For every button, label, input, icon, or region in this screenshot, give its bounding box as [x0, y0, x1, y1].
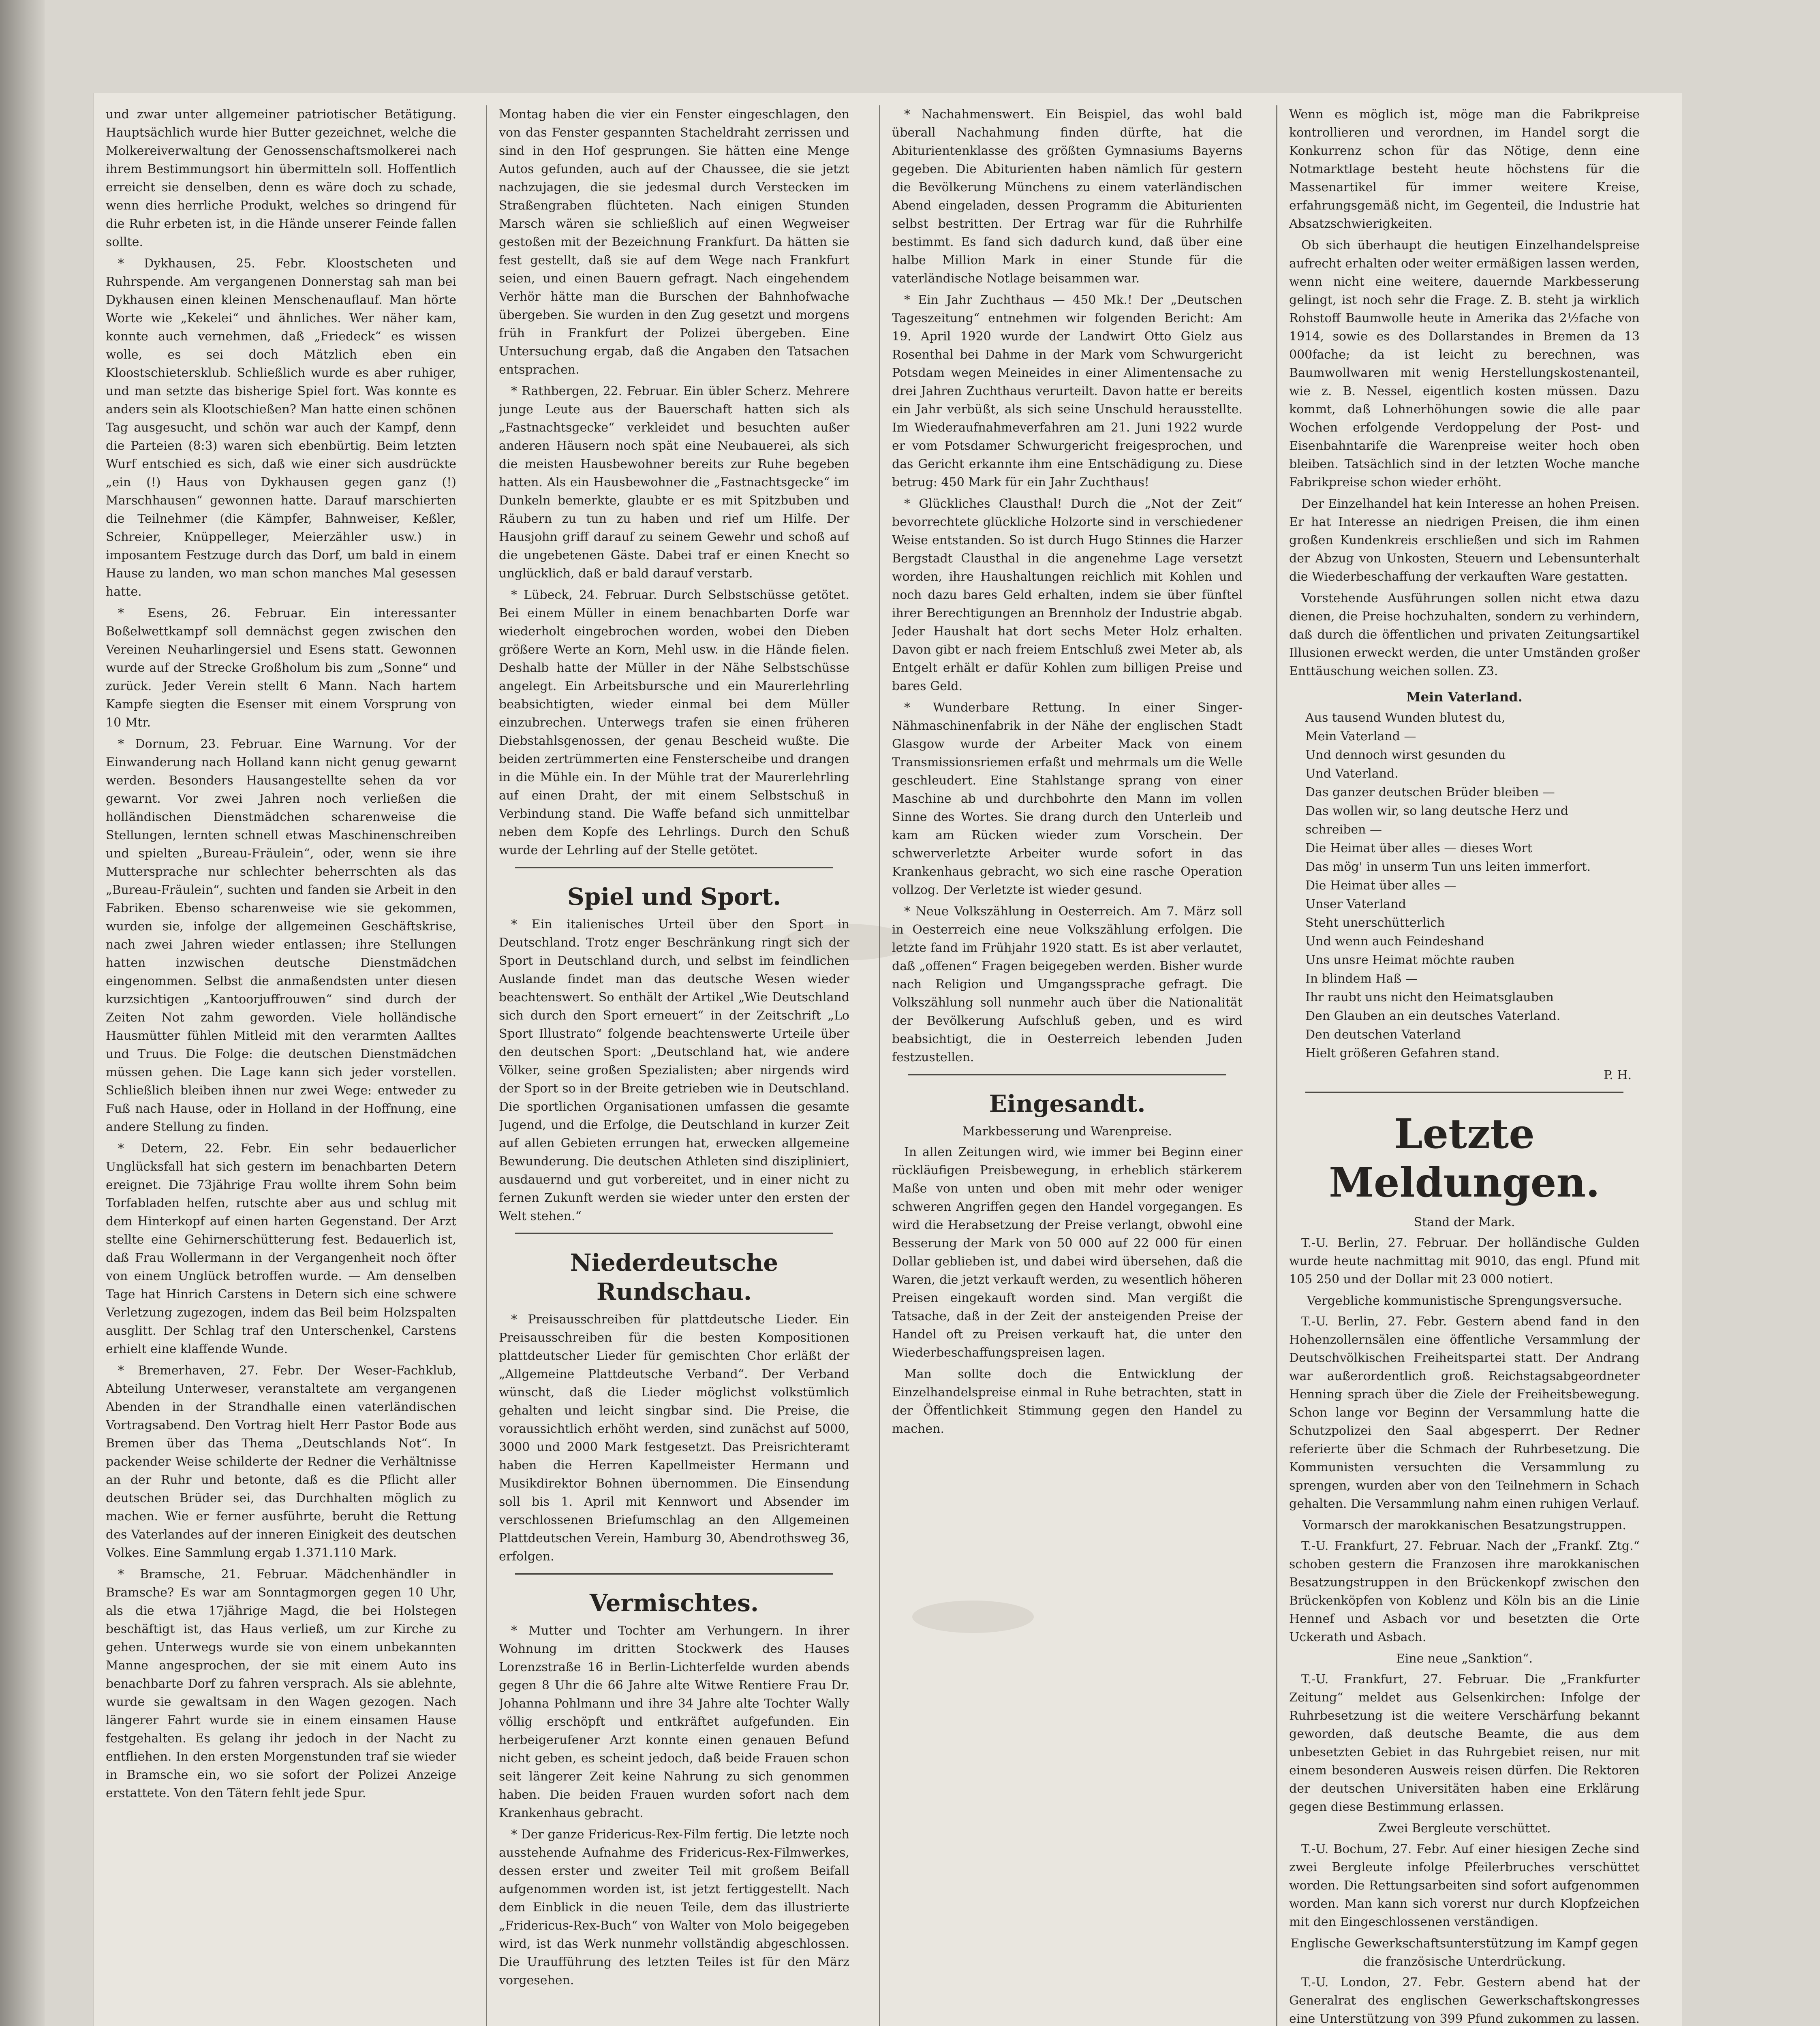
news-title: Zwei Bergleute verschüttet.: [1378, 1821, 1551, 1836]
article-markbesserung-cont: Man sollte doch die Entwicklung der Einzelhandelspreise einmal in Ruhe betrachten, statt in der Öffentlichkeit Stimmung gegen den Handel zu machen.: [892, 1367, 1243, 1436]
news-text: T.-U. Frankfurt, 27. Februar. Nach der „Frankf. Ztg.“ schoben gestern die Franzosen ihre marokkanischen Besatzungstruppen in den Brückenkopf zwischen den Brückenköpfen von Koblenz und Köln bis an die Linie Hennef und Asbach vor und besetzten die Orte Uckerath und Asbach.: [1289, 1539, 1640, 1644]
section-divider: [515, 1233, 833, 1234]
article-paragraph: und zwar unter allgemeiner patriotischer Betätigung. Hauptsächlich wurde hier Butter gezeichnet, welche die Molkereiverwaltung der Genossenschaftsmolkerei nach ihrem Bestimmungsort hin übermitteln soll. Hoffentlich erreicht sie denselben, denn es wäre doch zu schade, wenn dies herrliche Produkt, welches so dringend für die Ruhr erbeten ist, in die Hände unserer Feinde fallen sollte.: [106, 107, 456, 249]
section-divider: [515, 867, 833, 868]
section-heading-letzte-meldungen: Letzte Meldungen.: [1329, 1110, 1600, 1206]
article-rettung: * Wunderbare Rettung. In einer Singer-Nähmaschinenfabrik in der Nähe der englischen Stadt Glasgow wurde der Arbeiter Mack von einem Transmissionsriemen erfaßt und mehrmals um die Welle geschleudert. Eine Stahlstange sprang von einer Maschine ab und durchbohrte den Mann im vollen Sinne des Wortes. Sie drang durch den Unterleib und kam am Rücken wieder zum Vorschein. Der schwerverletzte Arbeiter wurde sofort in das Krankenhaus gebracht, wo sich eine rasche Operation vollzog. Der Verletzte ist wieder gesund.: [892, 701, 1243, 897]
column-3: [892, 105, 1243, 2026]
section-divider: [1305, 1092, 1623, 1093]
section-heading-eingesandt: Eingesandt.: [989, 1090, 1146, 1118]
article-dykhausen: * Dykhausen, 25. Febr. Kloostscheten und Ruhrspende. Am vergangenen Donnerstag sah man bei Dykhausen einen kleinen Menschenauflauf. Man hörte Worte wie „Kekelei“ und ähnliches. Wer näher kam, konnte auch vernehmen, daß „Friedeck“ es wissen wolle, es sei doch Mätzlich eben ein Kloostschietersklub. Schließlich wurde es aber ruhiger, und man setzte das bisherige Spiel fort. Was konnte es anders sein als Klootschießen? Man hatte einen schönen Tag ausgesucht, und schön war auch der Kampf, denn die Parteien (8:3) waren sich ebenbürtig. Beim letzten Wurf entschied es sich, daß wie einer sich ausdrückte „ein (!) Haus von Dykhausen gegen ganz (!) Marschhausen“ gewonnen hatte. Darauf marschierten die Teilnehmer (die Kämpfer, Bahnweiser, Keßler, Schreier, Knüppelleger, Meierzähler usw.) in imposantem Festzuge durch das Dorf, um bald in einem Hause zu landen, wo man schon manches Mal gesessen hatte.: [106, 256, 456, 599]
article-paragraph: Montag haben die vier ein Fenster eingeschlagen, den von das Fenster gespannten Stacheldraht zerrissen und sind in den Hof gesprungen. Sie hätten eine Menge Autos gefunden, auch auf der Chaussee, die sie jetzt nachzujagen, die sie jedesmal durch Verstecken im Straßengraben flüchteten. Nach einigen Stunden Marsch wären sie schließlich auf einen Wegweiser gestoßen mit der Bezeichnung Frankfurt. Da hätten sie fest gestellt, daß sie auf dem Wege nach Frankfurt seien, und einen Bauern gefragt. Nach eingehendem Verhör hätte man die Burschen der Bahnhofwache übergeben. Sie wurden in den Zug gesetzt und morgens früh in Frankfurt der Polizei übergeben. Eine Untersuchung ergab, daß die Angaben den Tatsachen entsprachen.: [499, 107, 849, 377]
paper-stain: [783, 924, 912, 960]
section-divider: [515, 1573, 833, 1575]
section-divider: [908, 1074, 1226, 1075]
column-4: [1289, 105, 1640, 2026]
column-rule: [879, 105, 880, 2026]
section-heading-niederdeutsch: Niederdeutsche Rundschau.: [570, 1249, 778, 1306]
article-clausthal: * Glückliches Clausthal! Durch die „Not der Zeit“ bevorrechtete glückliche Holzorte sind in verschiedener Weise entstanden. So ist durch Hugo Stinnes die Harzer Bergstadt Clausthal in die angenehme Lage versetzt worden, ihre Haushaltungen reichlich mit Kohlen und noch dazu bares Geld erhalten, indem sie über fünftel ihrer Berechtigungen an Brennholz der Industrie abgab. Jeder Haushalt hat dort sechs Meter Holz erhalten. Davon gibt er nach freiem Entschluß zwei Meter ab, als Entgelt erhält er dafür Kohlen zum billigen Preise und bares Geld.: [892, 497, 1243, 693]
news-text: T.-U. London, 27. Febr. Gestern abend hat der Generalrat des englischen Gewerkschaftskongresses eine Unterstützung von 399 Pfund zukommen zu lassen.: [1289, 1975, 1640, 2026]
column-rule: [1276, 105, 1277, 2026]
news-title: Eine neue „Sanktion“.: [1396, 1652, 1533, 1666]
article-paragraph: Wenn es möglich ist, möge man die Fabrikpreise kontrollieren und verordnen, im Handel sorgt die Konkurrenz schon für das Nötige, denn eine Notmarktlage besteht heute höchstens für die Massenartikel für immer weitere Kreise, erfahrungsgemäß nicht, im Gegenteil, die Industrie hat Absatzschwierigkeiten.: [1289, 107, 1640, 231]
column-2: [499, 105, 849, 2026]
article-markbesserung: In allen Zeitungen wird, wie immer bei Beginn einer rückläufigen Preisbewegung, in erheblich stärkerem Maße von unten und oben mit mehr oder weniger schweren Angriffen gegen den Handel vorgegangen. Es wird die Herabsetzung der Preise verlangt, obwohl eine Besserung der Mark von 50 000 auf 22 000 für einen Dollar geblieben ist, und dabei wird übersehen, daß die Waren, die jetzt verkauft werden, zu wesentlich höheren Preisen eingekauft worden sind. Man vergißt die Tatsache, daß in der Zeit der ansteigenden Preise der Handel oft zu Preisen verkauft hat, die unter den Wiederbeschaffungspreisen lagen.: [892, 1145, 1243, 1360]
section-heading-vermischtes: Vermischtes.: [589, 1589, 759, 1617]
article-detern: * Detern, 22. Febr. Ein sehr bedauerlicher Unglücksfall hat sich gestern im benachbarten Detern ereignet. Die 73jährige Frau wollte ihrem Sohn beim Torfabladen helfen, rutschte aber aus und schlug mit dem Hinterkopf auf einen harten Gegenstand. Der Arzt stellte eine Gehirnerschütterung fest. Bedauerlich ist, daß Frau Wollermann in der Vergangenheit noch öfter von einem Unglück betroffen wurde. — Am denselben Tage hat Hinrich Carstens in Detern sich eine schwere Verletzung zugezogen, indem das Beil beim Holzspalten ausglitt. Der Schlag traf den Unterschenkel, Carstens erhielt eine klaffende Wunde.: [106, 1141, 456, 1356]
article-luebeck: * Lübeck, 24. Februar. Durch Selbstschüsse getötet. Bei einem Müller in einem benachbarten Dorfe war wiederholt eingebrochen worden, wobei den Dieben größere Werte an Korn, Mehl usw. in die Hände fielen. Deshalb hatte der Müller in der Nähe Selbstschüsse angelegt. Ein Arbeitsbursche und ein Maurerlehrling beabsichtigten, wieder einmal bei dem Müller einzubrechen. Unterwegs trafen sie einen früheren Diebstahlsgenossen, der genau Bescheid wußte. Die beiden zertrümmerten eine Fensterscheibe und drangen in die Mühle ein. In der Mühle trat der Maurerlehrling auf einen Draht, der mit einem Selbstschuß in Verbindung stand. Die Waffe befand sich unmittelbar neben dem Kopfe des Lehrlings. Durch den Schuß wurde der Lehrling auf der Stelle getötet.: [499, 588, 849, 857]
article-mutter-tochter: * Mutter und Tochter am Verhungern. In ihrer Wohnung im dritten Stockwerk des Hauses Lorenzstraße 16 in Berlin-Lichterfelde wurden abends gegen 8 Uhr die 66 Jahre alte Witwe Rentiere Frau Dr. Johanna Pohlmann und ihre 34 Jahre alte Tochter Wally völlig erschöpft und entkräftet aufgefunden. Ein herbeigerufener Arzt konnte einen genauen Befund nicht geben, es scheint jedoch, daß beide Frauen schon seit längerer Zeit keine Nahrung zu sich genommen haben. Die beiden Frauen wurden sofort nach dem Krankenhaus gebracht.: [499, 1624, 849, 1820]
poem-text: Aus tausend Wunden blutest du, Mein Vaterland — Und dennoch wirst gesunden du Und Vaterland. Das ganzer deutschen Brüder bleiben — Das wollen wir, so lang deutsche Herz und schreiben — Die Heimat über alles — dieses Wort Das mög' in unserm Tun uns leiten immerfort. Die Heimat über alles — Unser Vaterland Steht unerschütterlich Und wenn auch Feindeshand Uns unsre Heimat möchte rauben In blindem Haß — Ihr raubt uns nicht den Heimatsglauben Den Glauben an ein deutsches Vaterland. Den deutschen Vaterland Hielt größeren Gefahren stand.: [1305, 711, 1591, 1060]
paper-stain: [912, 1601, 1034, 1633]
news-text: T.-U. Berlin, 27. Febr. Gestern abend fand in den Hohenzollernsälen eine öffentliche Versammlung der Deutschvölkischen Freiheitspartei statt. Der Andrang war außerordentlich groß. Reichstagsabgeordneter Henning sprach über die Ziele der Freiheitsbewegung. Schon lange vor Beginn der Versammlung hatte die Schutzpolizei den Saal abgesperrt. Der Redner referierte über die Schmach der Ruhrbesetzung. Die Kommunisten versuchten die Versammlung zu sprengen, wurden aber von den Teilnehmern in Schach gehalten. Die Versammlung nahm einen ruhigen Verlauf.: [1289, 1314, 1640, 1511]
article-sport: * Ein italienisches Urteil über den Sport in Deutschland. Trotz enger Beschränkung ringt sich der Sport in Deutschland durch, und selbst im feindlichen Auslande findet man das deutsche Wesen wieder beachtenswert. So enthält der Artikel „Wie Deutschland sich durch den Sport erneuert“ in der Zeitschrift „Lo Sport Illustrato“ folgende beachtenswerte Urteile über den deutschen Sport: „Deutschland hat, wie andere Völker, seine großen Spezialisten; aber nirgends wird der Sport so in der Breite getrieben wie in Deutschland. Die sportlichen Organisationen umfassen die gesamte Jugend, und die Erfolge, die Deutschland in kurzer Zeit auf allen Gebieten errungen hat, erwecken allgemeine Bewunderung. Die deutschen Athleten sind diszipliniert, ausdauernd und gut vorbereitet, und in einer nicht zu fernen Zukunft werden sie wieder unter den ersten der Welt stehen.“: [499, 917, 849, 1223]
newspaper-page: [93, 93, 1682, 2026]
article-rathbergen: * Rathbergen, 22. Februar. Ein übler Scherz. Mehrere junge Leute aus der Bauerschaft hatten sich als „Fastnachtsgecke“ verkleidet und besuchten außer anderen Häusern noch spät eine Neubauerei, als sich die meisten Hausbewohner bereits zur Ruhe begeben hatten. Als ein Hausbewohner die „Fastnachtsgecke“ im Dunkeln bemerkte, glaubte er es mit Spitzbuben und Räubern zu tun zu haben und rief um Hilfe. Der Hausjohn griff darauf zu seinem Gewehr und schoß auf die ungebetenen Gäste. Dabei traf er einen Knecht so unglücklich, daß er bald darauf verstarb.: [499, 384, 849, 581]
poem-signature: P. H.: [1604, 1068, 1632, 1082]
article-plattdeutsch: * Preisausschreiben für plattdeutsche Lieder. Ein Preisausschreiben für die besten Kompositionen plattdeutscher Lieder für gemischten Chor erläßt der „Allgemeine Plattdeutsche Verband“. Der Verband wünscht, daß die Lieder möglichst volkstümlich gehalten und leicht singbar sind. Die Preise, die voraussichtlich erhöht werden, sind zunächst auf 5000, 3000 und 2000 Mark festgesetzt. Das Preisrichteramt haben die Herren Kapellmeister Hermann und Musikdirektor Bohnen übernommen. Die Einsendung soll bis 1. April mit Kennwort und Absender im verschlossenen Briefumschlag an den Allgemeinen Plattdeutschen Verein, Hamburg 30, Abendrothsweg 36, erfolgen.: [499, 1312, 849, 1564]
article-paragraph: Ob sich überhaupt die heutigen Einzelhandelspreise aufrecht erhalten oder weiter ermäßigen lassen werden, wenn nicht eine weitere, dauernde Markbesserung gelingt, ist noch sehr die Frage. Z. B. steht ja wirklich Rohstoff Baumwolle heute in Amerika das 2½fache von 1914, sowie es des Dollarstandes in Bremen da 13 000fache; da ist leicht zu berechnen, was Baumwollwaren mit wenig Herstellungskostenanteil, wie z. B. Nessel, eigentlich kosten müssen. Dazu kommt, daß Lohnerhöhungen sowie die alle paar Wochen erfolgende Verdoppelung der Post- und Eisenbahntarife die Warenpreise weiter hoch oben bleiben. Tatsächlich sind in der letzten Woche manche Fabrikpreise schon wieder erhöht.: [1289, 238, 1640, 489]
column-1: [106, 105, 456, 2026]
article-paragraph: Der Einzelhandel hat kein Interesse an hohen Preisen. Er hat Interesse an niedrigen Preisen, die ihm einen großen Kundenkreis erschließen und sich im Rahmen der Abzug von Unkosten, Steuern und Lebensunterhalt die Wiederbeschaffung der verkauften Ware gestatten.: [1289, 497, 1640, 584]
news-text: T.-U. Bochum, 27. Febr. Auf einer hiesigen Zeche sind zwei Bergleute infolge Pfeilerbruches verschüttet worden. Die Rettungsarbeiten sind sofort aufgenommen worden. Man kann sich vorerst nur durch Klopfzeichen mit den Eingeschlossenen verständigen.: [1289, 1842, 1640, 1929]
news-title: Englische Gewerkschaftsunterstützung im Kampf gegen die französische Unterdrückung.: [1290, 1936, 1638, 1969]
poem-title: Mein Vaterland.: [1406, 689, 1523, 705]
article-esens: * Esens, 26. Februar. Ein interessanter Boßelwettkampf soll demnächst gegen zwischen den Vereinen Neuharlingersiel und Esens statt. Gewonnen wurde auf der Strecke Großholum bis zum „Sonne“ und zurück. Jeder Verein stellt 6 Mann. Nach hartem Kampfe siegten die Esenser mit einem Vorsprung von 10 Mtr.: [106, 606, 456, 730]
news-title: Stand der Mark.: [1414, 1215, 1515, 1229]
article-dornum: * Dornum, 23. Februar. Eine Warnung. Vor der Einwanderung nach Holland kann nicht genug gewarnt werden. Besonders Hausangestellte sehen da vor gewarnt. Vor zwei Jahren noch verließen die holländischen Dienstmädchen scharenweise die Stellungen, lernten schnell etwas Maschinenschreiben und spielten „Bureau-Fräulein“, oder, wenn sie ihre Muttersprache nur schlechter beherrschten als das „Bureau-Fräulein“, suchten und fanden sie Arbeit in den Fabriken. Ebenso scharenweise wie sie gekommen, wurden sie, infolge der allgemeinen Geschäftskrise, nach zwei Jahren wieder entlassen; ihre Stellungen hatten inzwischen deutsche Dienstmädchen eingenommen. Selbst die anmaßendsten unter diesen kurzsichtigen „Kantoorjuffrouwen“ sind durch der Zeiten Not zahm geworden. Viele holländische Hausmütter fühlen Mitleid mit den verarmten Aalltes und Truus. Die Folge: die deutschen Dienstmädchen müssen gehen. Die Lage kann sich jeder vorstellen. Schließlich bleiben ihnen nur zwei Wege: entweder zu Fuß nach Hause, oder in Holland in der Hoffnung, eine andere Stellung zu finden.: [106, 737, 456, 1134]
article-volkszaehlung: * Neue Volkszählung in Oesterreich. Am 7. März soll in Oesterreich eine neue Volkszählung erfolgen. Die letzte fand im Frühjahr 1920 statt. Es ist aber verlautet, daß „offenen“ Fragen beigegeben werden. Bisher wurde nach Religion und Umgangssprache gefragt. Die Volkszählung soll nunmehr auch über die Nationalität der Bevölkerung Aufschluß geben, und es wird beabsichtigt, die in Oesterreich lebenden Juden festzustellen.: [892, 904, 1243, 1064]
article-fridericus: * Der ganze Fridericus-Rex-Film fertig. Die letzte noch ausstehende Aufnahme des Fridericus-Rex-Filmwerkes, dessen erster und zweiter Teil mit großem Beifall aufgenommen worden ist, ist jetzt fertiggestellt. Nach dem Einblick in die neuen Teile, dem das illustrierte „Fridericus-Rex-Buch“ von Walter von Molo beigegeben wird, ist das Werk nunmehr vollständig abgeschlossen. Die Uraufführung des letzten Teiles ist für den März vorgesehen.: [499, 1827, 849, 1988]
article-nachahmenswert: * Nachahmenswert. Ein Beispiel, das wohl bald überall Nachahmung finden dürfte, hat die Abiturientenklasse des größten Gymnasiums Bayerns gegeben. Die Abiturienten haben nämlich für gestern die Bevölkerung Münchens zu einem vaterländischen Abend eingeladen, dessen Programm die Abiturienten selbst bestritten. Der Ertrag war für die Ruhrhilfe bestimmt. Es fand sich dadurch kund, daß über eine halbe Million Mark in einer Stunde für die vaterländische Notlage beisammen war.: [892, 107, 1243, 286]
article-zuchthaus: * Ein Jahr Zuchthaus — 450 Mk.! Der „Deutschen Tageszeitung“ entnehmen wir folgenden Bericht: Am 19. April 1920 wurde der Landwirt Otto Gielz aus Rosenthal bei Dahme in der Mark vom Schwurgericht Potsdam wegen Meineides in einer Alimentensache zu drei Jahren Zuchthaus verurteilt. Davon hatte er bereits ein Jahr verbüßt, als sich seine Unschuld herausstellte. Im Wiederaufnahmeverfahren am 21. Juni 1922 wurde er vom Potsdamer Schwurgericht freigesprochen, und das Gericht erkannte ihm eine Entschädigung zu. Diese betrug: 450 Mark für ein Jahr Zuchthaus!: [892, 293, 1243, 489]
article-bremerhaven: * Bremerhaven, 27. Febr. Der Weser-Fachklub, Abteilung Unterweser, veranstaltete am vergangenen Abenden in der Strandhalle einen vaterländischen Vortragsabend. Den Vortrag hielt Herr Pastor Bode aus Bremen über das Thema „Deutschlands Not“. In packender Weise schilderte der Redner die Verhältnisse an der Ruhr und betonte, daß es die Pflicht aller deutschen Brüder sei, das Durchhalten möglich zu machen. Wie er ferner ausführte, beruht die Rettung des Vaterlandes auf der inneren Einigkeit des deutschen Volkes. Eine Sammlung ergab 1.371.110 Mark.: [106, 1363, 456, 1560]
news-text: T.-U. Berlin, 27. Februar. Der holländische Gulden wurde heute nachmittag mit 9010, das engl. Pfund mit 105 250 und der Dollar mit 23 000 notiert.: [1289, 1236, 1640, 1287]
column-rule: [486, 105, 487, 2026]
article-bramsche: * Bramsche, 21. Februar. Mädchenhändler in Bramsche? Es war am Sonntagmorgen gegen 10 Uhr, als die etwa 17jährige Magd, die bei Holstegen beschäftigt ist, das Haus verließ, um zur Kirche zu gehen. Unterwegs wurde sie von einem unbekannten Manne angesprochen, der sie mit einem Auto ins benachbarte Dorf zu fahren versprach. Als sie ablehnte, wurde sie gewaltsam in den Wagen gezogen. Nach längerer Fahrt wurde sie in einem einsamen Hause festgehalten. Es gelang ihr jedoch in der Nacht zu entfliehen. In den ersten Morgenstunden traf sie wieder in Bramsche ein, wo sie sofort der Polizei Anzeige erstattete. Von den Tätern fehlt jede Spur.: [106, 1567, 456, 1800]
news-title: Vormarsch der marokkanischen Besatzungstruppen.: [1302, 1518, 1626, 1532]
scan-binding-edge: [0, 0, 45, 2026]
eingesandt-subheading: Markbesserung und Warenpreise.: [962, 1124, 1172, 1139]
section-heading-sport: Spiel und Sport.: [567, 883, 781, 910]
news-title: Vergebliche kommunistische Sprengungsversuche.: [1307, 1294, 1622, 1308]
article-paragraph: Vorstehende Ausführungen sollen nicht etwa dazu dienen, die Preise hochzuhalten, sondern zu verhindern, daß durch die öffentlichen und privaten Zeitungsartikel Illusionen erweckt werden, die unter Umständen großer Enttäuschung weichen sollen. Z3.: [1289, 591, 1640, 678]
news-text: T.-U. Frankfurt, 27. Februar. Die „Frankfurter Zeitung“ meldet aus Gelsenkirchen: Infolge der Ruhrbesetzung ist die weitere Verschärfung bekannt geworden, daß deutsche Beamte, die aus dem unbesetzten Gebiet in das Ruhrgebiet reisen, nur mit einem besonderen Ausweis reisen dürfen. Die Rektoren der deutschen Universitäten haben eine Erklärung gegen diese Bestimmung erlassen.: [1289, 1672, 1640, 1814]
